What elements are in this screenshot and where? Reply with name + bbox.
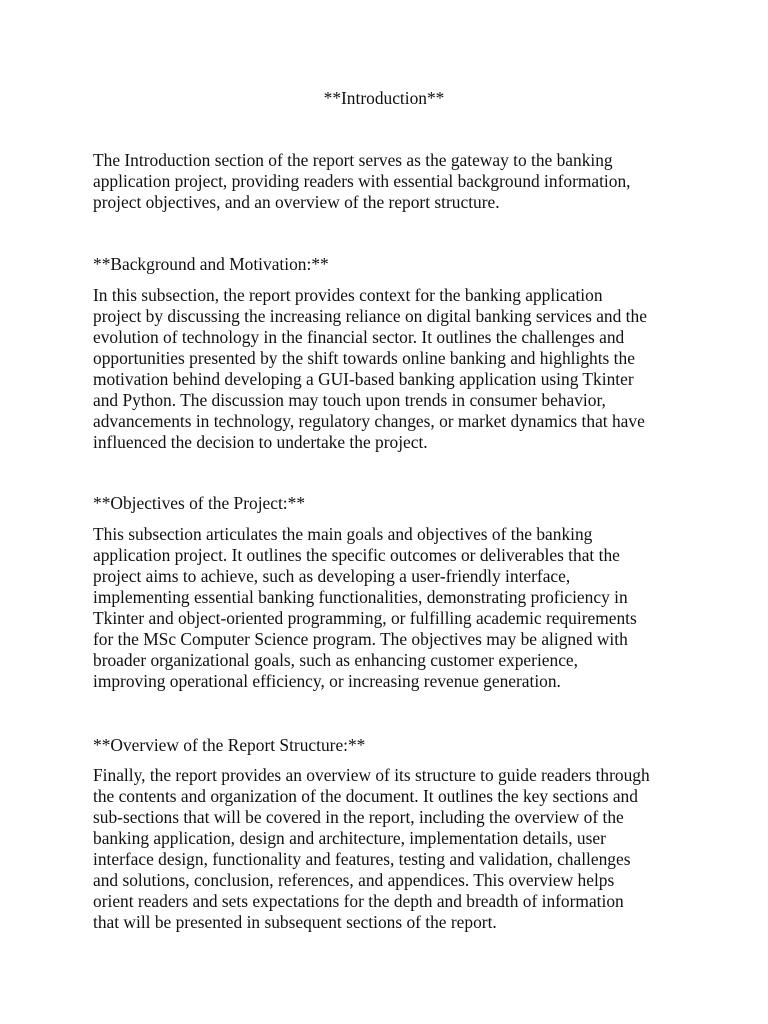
text-line: advancements in technology, regulatory changes, or market dynamics that have [93, 411, 645, 431]
text-line: application project, providing readers with essential background information, [93, 171, 631, 191]
document-title: **Introduction** [323, 88, 445, 108]
text-line: Finally, the report provides an overview of its structure to guide readers through [93, 765, 650, 785]
text-line: orient readers and sets expectations for the depth and breadth of information [93, 891, 624, 911]
text-line: evolution of technology in the financial sector. It outlines the challenges and [93, 327, 625, 347]
text-line: that will be presented in subsequent sections of the report. [93, 912, 497, 932]
text-line: banking application, design and architecture, implementation details, user [93, 828, 606, 848]
section-paragraph-objectives [93, 524, 683, 692]
section-paragraph-background [93, 285, 683, 453]
text-line: interface design, functionality and features, testing and validation, challenges [93, 849, 631, 869]
text-line: The Introduction section of the report serves as the gateway to the banking [93, 150, 613, 170]
text-line: implementing essential banking functionalities, demonstrating proficiency in [93, 587, 628, 607]
text-line: influenced the decision to undertake the project. [93, 432, 428, 452]
text-line: In this subsection, the report provides context for the banking application [93, 285, 603, 305]
text-line: motivation behind developing a GUI-based banking application using Tkinter [93, 369, 634, 389]
text-line: project aims to achieve, such as developing a user-friendly interface, [93, 566, 571, 586]
text-line: opportunities presented by the shift towards online banking and highlights the [93, 348, 635, 368]
text-line: broader organizational goals, such as enhancing customer experience, [93, 650, 578, 670]
text-line: This subsection articulates the main goals and objectives of the banking [93, 524, 593, 544]
text-line: project by discussing the increasing reliance on digital banking services and the [93, 306, 647, 326]
section-heading-background: **Background and Motivation:** [93, 254, 329, 274]
text-line: and solutions, conclusion, references, and appendices. This overview helps [93, 870, 615, 890]
intro-paragraph [93, 150, 683, 213]
text-line: project objectives, and an overview of the report structure. [93, 192, 500, 212]
section-heading-overview: **Overview of the Report Structure:** [93, 735, 366, 755]
text-line: and Python. The discussion may touch upon trends in consumer behavior, [93, 390, 606, 410]
text-line: the contents and organization of the document. It outlines the key sections and [93, 786, 638, 806]
text-line: Tkinter and object-oriented programming, or fulfilling academic requirements [93, 608, 637, 628]
text-line: sub-sections that will be covered in the report, including the overview of the [93, 807, 624, 827]
section-paragraph-overview [93, 765, 683, 933]
text-line: improving operational efficiency, or increasing revenue generation. [93, 671, 561, 691]
section-heading-objectives: **Objectives of the Project:** [93, 493, 306, 513]
text-line: application project. It outlines the specific outcomes or deliverables that the [93, 545, 620, 565]
text-line: for the MSc Computer Science program. The objectives may be aligned with [93, 629, 628, 649]
